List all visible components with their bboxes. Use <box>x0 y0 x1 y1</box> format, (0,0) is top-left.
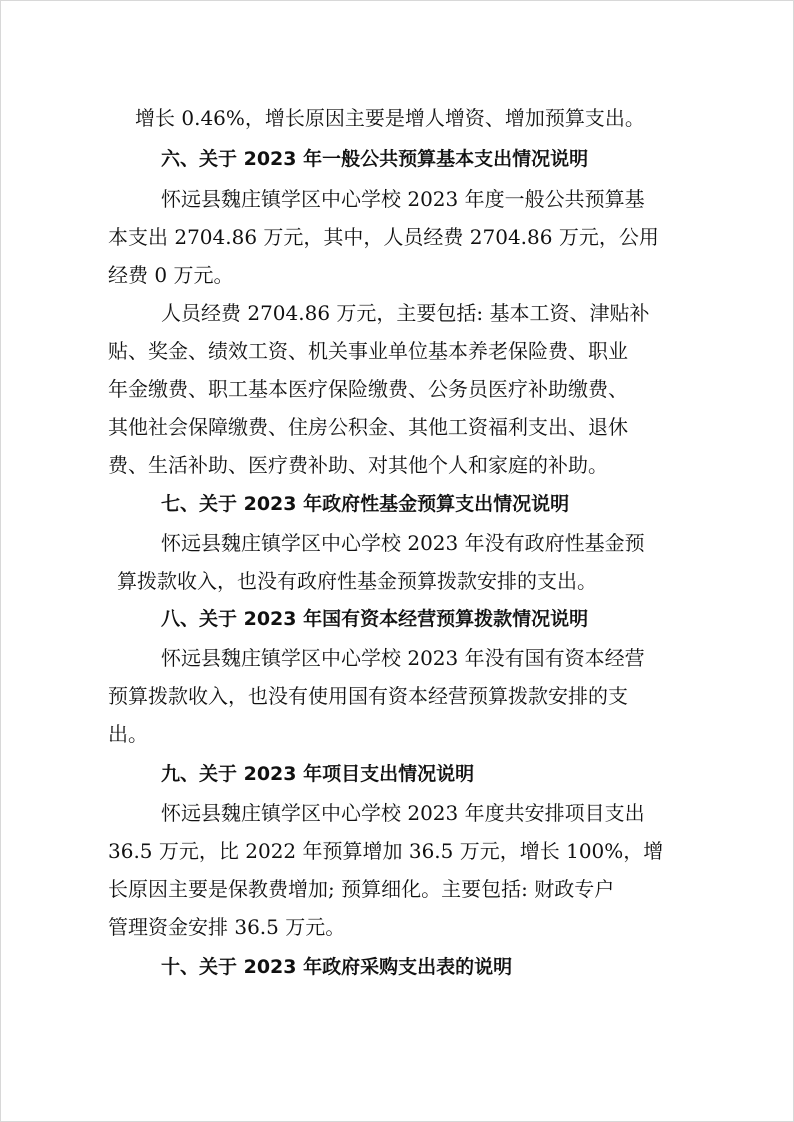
body-text-line: 出。 <box>108 722 148 746</box>
body-text-line: 长原因主要是保教费增加; 预算细化。主要包括: 财政专户 <box>108 877 615 901</box>
body-text-line: 怀远县魏庄镇学区中心学校 2023 年没有国有资本经营 <box>161 646 645 670</box>
body-text-line: 人员经费 2704.86 万元，主要包括: 基本工资、津贴补 <box>161 301 650 325</box>
section-heading-6: 六、关于 2023 年一般公共预算基本支出情况说明 <box>161 148 589 170</box>
section-heading-8: 八、关于 2023 年国有资本经营预算拨款情况说明 <box>161 608 589 630</box>
body-text-line: 增长 0.46%，增长原因主要是增人增资、增加预算支出。 <box>135 106 645 130</box>
body-text-line: 年金缴费、职工基本医疗保险缴费、公务员医疗补助缴费、 <box>108 377 628 401</box>
body-text-line: 怀远县魏庄镇学区中心学校 2023 年度一般公共预算基 <box>161 187 645 211</box>
body-text-line: 算拨款收入，也没有政府性基金预算拨款安排的支出。 <box>117 569 597 593</box>
section-heading-9: 九、关于 2023 年项目支出情况说明 <box>161 763 475 785</box>
body-text-line: 36.5 万元，比 2022 年预算增加 36.5 万元，增长 100%，增 <box>108 839 664 863</box>
body-text-line: 其他社会保障缴费、住房公积金、其他工资福利支出、退休 <box>108 415 628 439</box>
body-text-line: 怀远县魏庄镇学区中心学校 2023 年度共安排项目支出 <box>161 801 645 825</box>
section-heading-7: 七、关于 2023 年政府性基金预算支出情况说明 <box>161 493 570 515</box>
body-text-line: 经费 0 万元。 <box>108 263 234 287</box>
body-text-line: 贴、奖金、绩效工资、机关事业单位基本养老保险费、职业 <box>108 339 628 363</box>
body-text-line: 管理资金安排 36.5 万元。 <box>108 915 346 939</box>
body-text-line: 费、生活补助、医疗费补助、对其他个人和家庭的补助。 <box>108 453 608 477</box>
section-heading-10: 十、关于 2023 年政府采购支出表的说明 <box>161 956 513 978</box>
body-text-line: 本支出 2704.86 万元，其中，人员经费 2704.86 万元，公用 <box>108 225 659 249</box>
body-text-line: 预算拨款收入，也没有使用国有资本经营预算拨款安排的支 <box>108 684 628 708</box>
body-text-line: 怀远县魏庄镇学区中心学校 2023 年没有政府性基金预 <box>161 531 645 555</box>
